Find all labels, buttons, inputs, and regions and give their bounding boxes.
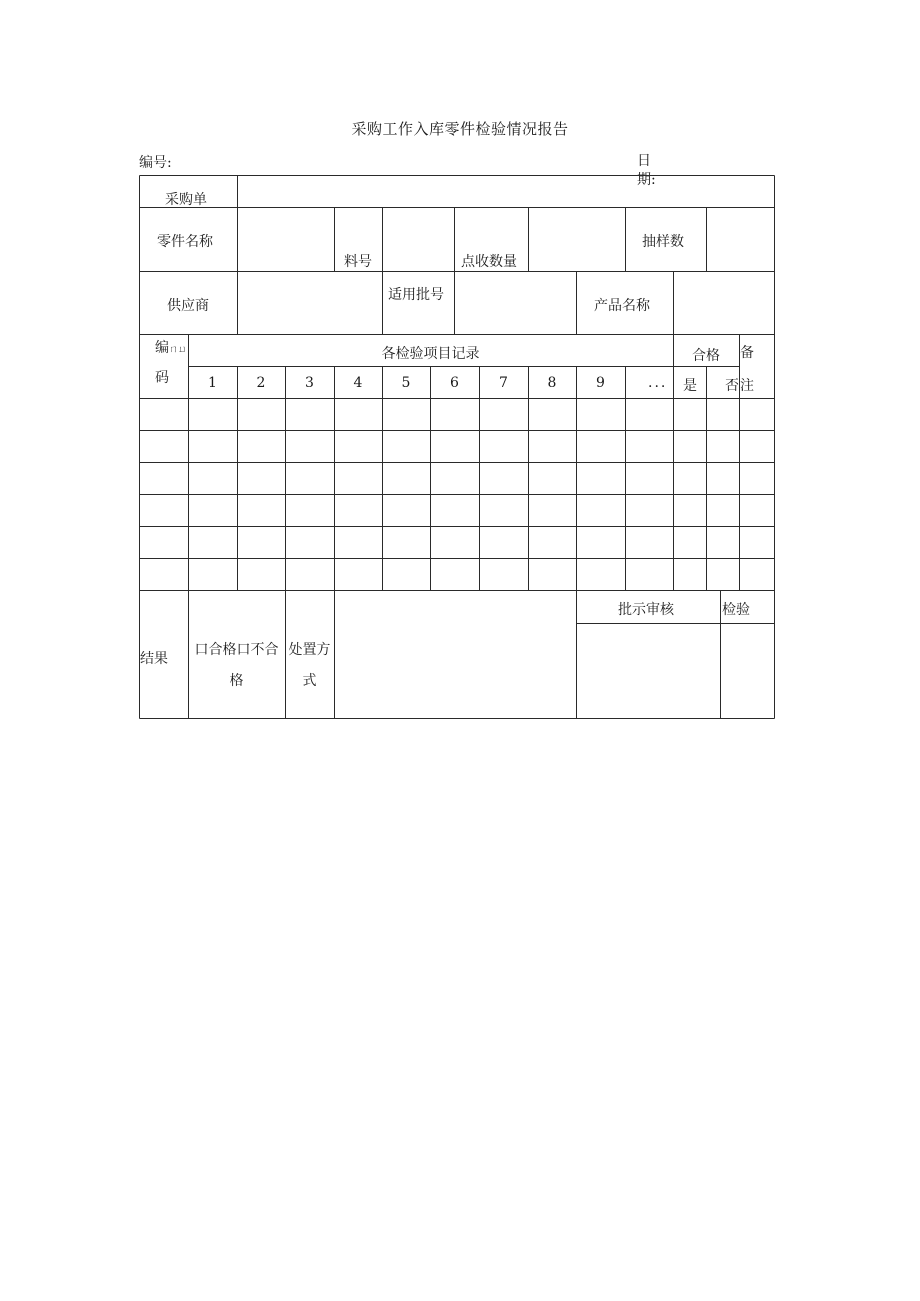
sample-qty-label: 抽样数 (642, 234, 684, 250)
approval-review-label: 批示审核 (618, 602, 674, 618)
pass-header: 合格 (692, 348, 720, 364)
result-options-line1: 口合格口不合 (194, 642, 279, 658)
batch-no-label: 适用批号 (388, 287, 444, 303)
inspection-label: 检验 (722, 602, 750, 618)
remark-label-1: 备 (740, 345, 754, 361)
pass-no-label: 否 (725, 378, 739, 394)
pass-yes-label: 是 (683, 378, 697, 394)
item-number: 1 (208, 375, 217, 391)
item-number: 2 (256, 375, 266, 391)
supplier-label: 供应商 (167, 298, 209, 314)
report-title: 采购工作入库零件检验情况报告 (351, 120, 569, 138)
count-qty-label: 点收数量 (461, 254, 517, 270)
item-number-ellipsis: ... (648, 375, 668, 391)
result-label: 结果 (140, 651, 168, 667)
code-label-1 (155, 337, 187, 357)
code-mark: ㄇㄩ (169, 345, 188, 355)
material-no-label: 料号 (344, 254, 372, 270)
inspection-items-title: 各检验项目记录 (381, 346, 480, 362)
item-number: 4 (353, 375, 363, 391)
item-number: 7 (499, 375, 508, 391)
result-options (188, 635, 285, 697)
purchase-order-label: 采购单 (165, 192, 207, 208)
item-number: 3 (305, 375, 314, 391)
number-label: 编号: (139, 155, 172, 171)
remark-label-2: 注 (740, 378, 754, 394)
part-name-label: 零件名称 (157, 234, 213, 250)
product-name-label: 产品名称 (594, 298, 650, 314)
item-number: 5 (401, 375, 411, 391)
handling-method-label (285, 635, 334, 697)
date-label-line1: 日 (637, 153, 651, 169)
date-label-line2: 期: (637, 172, 656, 188)
code-label-2: 码 (155, 370, 169, 386)
item-number: 8 (547, 375, 557, 391)
code-char-1: 编 (155, 340, 169, 356)
result-options-line2: 格 (229, 673, 244, 689)
handling-method-line1: 处置方 (288, 642, 331, 658)
handling-method-line2: 式 (302, 673, 317, 689)
item-number: 6 (450, 375, 459, 391)
item-number: 9 (596, 375, 605, 391)
